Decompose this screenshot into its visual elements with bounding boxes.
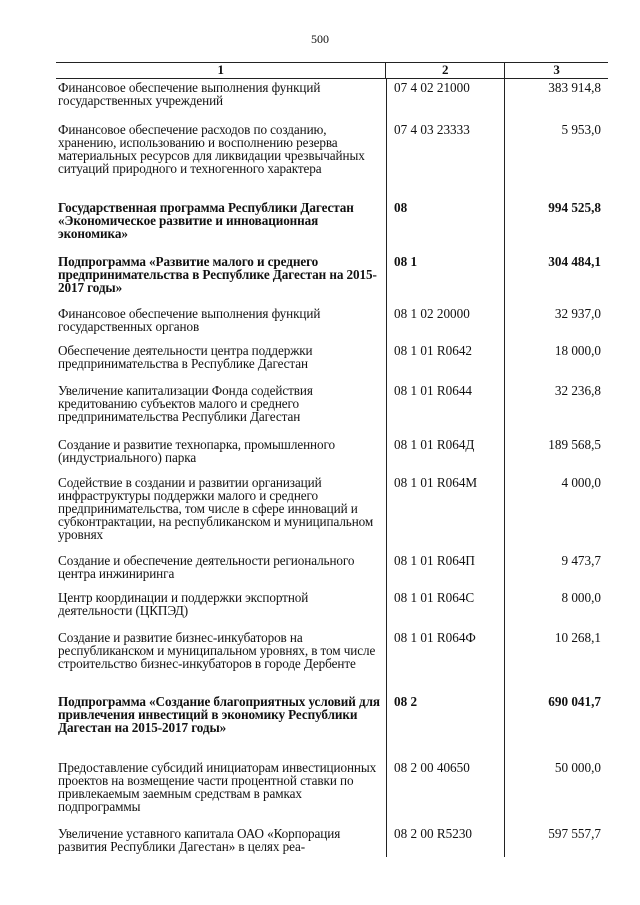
row-name: Предоставление субсидий инициаторам инвестиционных проектов на возмещение части процентной ставки по привлекаемым заемным средствам в рамках подпрограммы [58, 760, 377, 814]
row-name: Финансовое обеспечение выполнения функций государственных органов [58, 306, 321, 334]
row-name: Финансовое обеспечение расходов по созданию, хранению, использованию и восполнению резерва материальных ресурсов для ликвидации чрезвычайных ситуаций природного и техногенного характера [58, 122, 365, 176]
row-code: 08 1 01 R064Д [386, 436, 504, 474]
row-name: Содействие в создании и развитии организаций инфраструктуры поддержки малого и среднего предпринимательства, том числе в сфере инноваций и субконтрактации, на республиканском и муниципальном уровнях [58, 475, 374, 542]
table-row [56, 436, 608, 474]
row-amount: 5 953,0 [504, 121, 607, 199]
table-row [56, 305, 608, 342]
table-row [56, 825, 608, 857]
table-row [56, 474, 608, 552]
row-amount: 8 000,0 [504, 589, 607, 629]
row-code: 08 [386, 199, 504, 253]
table-row [56, 121, 608, 199]
row-amount: 9 473,7 [504, 552, 607, 589]
row-code: 08 2 [386, 693, 504, 759]
header-col-2: 2 [385, 63, 504, 78]
header-col-1: 1 [217, 62, 224, 77]
row-amount: 10 268,1 [504, 629, 607, 693]
budget-table [56, 62, 608, 857]
row-name: Увеличение капитализации Фонда содействия кредитованию субъектов малого и среднего предпринимательства Республики Дагестан [58, 383, 313, 424]
row-code: 07 4 02 21000 [386, 79, 504, 121]
row-code: 08 1 [386, 253, 504, 305]
table-body [56, 79, 608, 857]
page-number: 500 [311, 32, 329, 46]
row-amount: 597 557,7 [504, 825, 607, 857]
row-code: 08 2 00 40650 [386, 759, 504, 825]
row-name: Центр координации и поддержки экспортной деятельности (ЦКПЭД) [58, 590, 309, 618]
table-header [56, 63, 608, 79]
row-code: 08 1 01 R064С [386, 589, 504, 629]
row-amount: 383 914,8 [504, 79, 607, 121]
row-code: 08 2 00 R5230 [386, 825, 504, 857]
row-name: Подпрограмма «Развитие малого и среднего предпринимательства в Республике Дагестан на 2015-2017 годы» [58, 254, 377, 295]
row-name: Создание и развитие технопарка, промышленного (индустриального) парка [58, 437, 335, 465]
row-amount: 189 568,5 [504, 436, 607, 474]
table-row [56, 382, 608, 436]
table-row [56, 629, 608, 693]
row-name: Государственная программа Республики Дагестан «Экономическое развитие и инновационная экономика» [58, 200, 354, 241]
row-code: 08 1 01 R064М [386, 474, 504, 552]
row-code: 08 1 02 20000 [386, 305, 504, 342]
row-name: Финансовое обеспечение выполнения функций государственных учреждений [58, 80, 321, 108]
row-code: 08 1 01 R0644 [386, 382, 504, 436]
row-code: 08 1 01 R064П [386, 552, 504, 589]
row-amount: 50 000,0 [504, 759, 607, 825]
row-amount: 4 000,0 [504, 474, 607, 552]
row-name: Создание и развитие бизнес-инкубаторов на республиканском и муниципальном уровнях, в том числе строительство бизнес-инкубаторов в городе Дербенте [58, 630, 376, 671]
row-name: Создание и обеспечение деятельности регионального центра инжиниринга [58, 553, 355, 581]
row-amount: 32 236,8 [504, 382, 607, 436]
table-row [56, 759, 608, 825]
table-row [56, 552, 608, 589]
table-row [56, 693, 608, 759]
row-amount: 32 937,0 [504, 305, 607, 342]
row-code: 08 1 01 R064Ф [386, 629, 504, 693]
row-name: Подпрограмма «Создание благоприятных условий для привлечения инвестиций в экономику Республики Дагестан на 2015-2017 годы» [58, 694, 380, 735]
table-row [56, 79, 608, 121]
row-amount: 304 484,1 [504, 253, 607, 305]
row-name: Обеспечение деятельности центра поддержки предпринимательства в Республике Дагестан [58, 343, 313, 371]
row-name: Увеличение уставного капитала ОАО «Корпорация развития Республики Дагестан» в целях реа- [58, 826, 341, 854]
row-amount: 690 041,7 [504, 693, 607, 759]
table-row [56, 342, 608, 382]
table-row [56, 589, 608, 629]
table-row [56, 253, 608, 305]
row-code: 07 4 03 23333 [386, 121, 504, 199]
row-amount: 18 000,0 [504, 342, 607, 382]
header-col-3: 3 [504, 63, 608, 78]
row-amount: 994 525,8 [504, 199, 607, 253]
table-row [56, 199, 608, 253]
row-code: 08 1 01 R0642 [386, 342, 504, 382]
